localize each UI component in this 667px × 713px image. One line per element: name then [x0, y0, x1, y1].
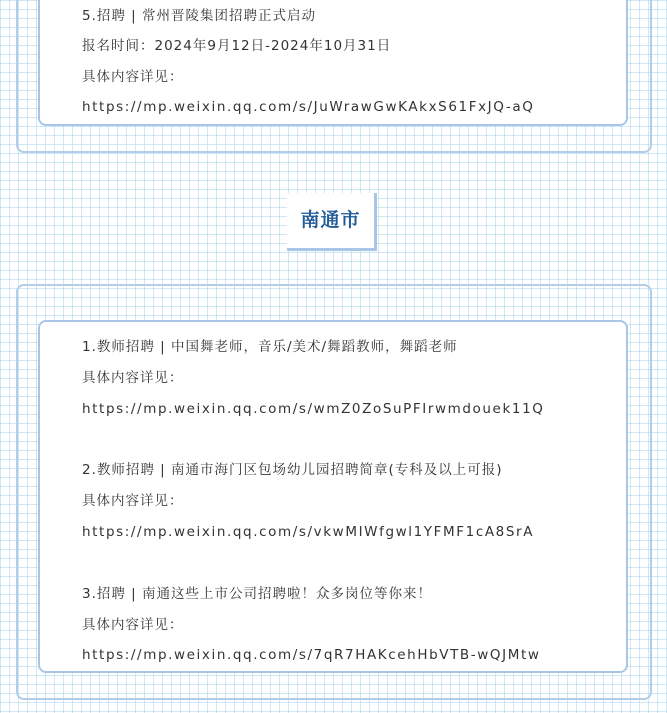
nantong-item-1-url[interactable]: https://mp.weixin.qq.com/s/wmZ0ZoSuPFIrwmdouek11Q	[82, 401, 545, 417]
section-heading	[287, 193, 377, 251]
nantong-item-3-title: 3.招聘 | 南通这些上市公司招聘啦！众多岗位等你来！	[82, 586, 433, 602]
nantong-item-3-details-label: 具体内容详见：	[82, 617, 184, 633]
section-title: 南通市	[300, 209, 361, 231]
item-5-title: 5.招聘 | 常州晋陵集团招聘正式启动	[82, 8, 317, 24]
nantong-item-2-url[interactable]: https://mp.weixin.qq.com/s/vkwMIWfgwl1YFMF1cA8SrA	[82, 524, 535, 540]
item-5-url[interactable]: https://mp.weixin.qq.com/s/JuWrawGwKAkxS61FxJQ-aQ	[82, 99, 535, 115]
nantong-item-2-title: 2.教师招聘 | 南通市海门区包场幼儿园招聘简章(专科及以上可报)	[82, 462, 503, 478]
nantong-item-2-details-label: 具体内容详见：	[82, 493, 184, 509]
nantong-item-1-title: 1.教师招聘 | 中国舞老师，音乐/美术/舞蹈教师，舞蹈老师	[82, 339, 458, 355]
item-5-date: 报名时间：2024年9月12日-2024年10月31日	[82, 38, 392, 54]
nantong-item-1-details-label: 具体内容详见：	[82, 370, 184, 386]
nantong-item-3-url[interactable]: https://mp.weixin.qq.com/s/7qR7HAKcehHbVTB-wQJMtw	[82, 647, 541, 663]
item-5-details-label: 具体内容详见：	[82, 69, 184, 85]
